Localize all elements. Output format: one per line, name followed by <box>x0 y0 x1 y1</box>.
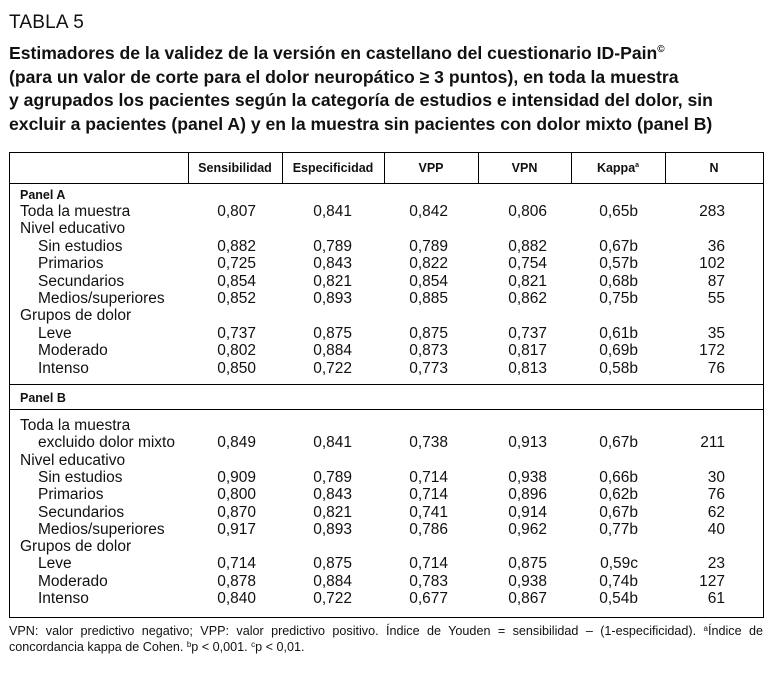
cell-n: 102 <box>699 255 725 273</box>
cell-esp: 0,843 <box>313 486 352 504</box>
table-row <box>10 521 763 538</box>
cell-esp: 0,789 <box>313 237 352 255</box>
cell-sens: 0,807 <box>217 203 256 220</box>
row-label: Intenso <box>38 590 89 607</box>
cell-sens: 0,800 <box>217 486 256 504</box>
table-row <box>10 325 763 342</box>
row-label: Nivel educativo <box>20 220 126 238</box>
cell-vpp: 0,875 <box>409 324 448 342</box>
row-label: Intenso <box>38 359 89 377</box>
table-row <box>10 555 763 572</box>
cell-vpp: 0,789 <box>409 237 448 255</box>
table-row <box>10 573 763 590</box>
cell-vpn: 0,938 <box>508 468 547 486</box>
cell-n: 211 <box>700 434 725 452</box>
cell-n: 62 <box>707 503 725 521</box>
row-label: Sin estudios <box>38 468 123 486</box>
cell-vpp: 0,677 <box>409 590 448 607</box>
cell-kappa: 0,66b <box>599 468 638 486</box>
table-caption <box>9 42 761 136</box>
cell-n: 76 <box>707 359 725 377</box>
cell-n: 30 <box>707 468 725 486</box>
row-label: excluido dolor mixto <box>38 434 175 452</box>
cell-n: 40 <box>707 520 725 538</box>
cell-sens: 0,870 <box>217 503 256 521</box>
cell-kappa: 0,65b <box>599 203 638 220</box>
cell-n: 172 <box>699 342 725 360</box>
cell-vpn: 0,754 <box>508 255 547 273</box>
cell-esp: 0,884 <box>313 342 352 360</box>
row-label: Moderado <box>38 572 108 590</box>
cell-n: 35 <box>707 324 725 342</box>
row-label: Sin estudios <box>38 237 123 255</box>
cell-n: 23 <box>707 555 725 573</box>
col-header-kappa: Kappa$^a$ <box>596 161 640 175</box>
table-number: TABLA 5 <box>9 12 84 33</box>
table-row <box>10 273 763 290</box>
cell-vpp: 0,738 <box>409 434 448 452</box>
cell-esp: 0,875 <box>313 324 352 342</box>
cell-vpp: 0,741 <box>409 503 448 521</box>
cell-esp: 0,893 <box>313 290 352 307</box>
cell-vpp: 0,714 <box>409 555 448 573</box>
row-label: Toda la muestra <box>20 417 131 434</box>
cell-esp: 0,722 <box>313 590 352 607</box>
cell-n: 76 <box>707 486 725 504</box>
table-header <box>10 153 763 184</box>
cell-sens: 0,802 <box>217 342 256 360</box>
cell-esp: 0,821 <box>313 503 352 521</box>
cell-vpp: 0,786 <box>409 520 448 538</box>
cell-esp: 0,843 <box>313 255 352 273</box>
row-label: Grupos de dolor <box>20 307 132 325</box>
row-label: Nivel educativo <box>20 451 126 469</box>
cell-esp: 0,875 <box>313 555 352 573</box>
table-row <box>10 538 763 555</box>
col-header-n: N <box>709 161 719 175</box>
cell-sens: 0,849 <box>217 434 256 452</box>
row-label: Secundarios <box>38 503 125 521</box>
col-header-sensibilidad: Sensibilidad <box>198 161 272 175</box>
panel-b-label: Panel B <box>20 391 66 405</box>
cell-kappa: 0,67b <box>599 503 638 521</box>
cell-n: 127 <box>699 572 725 590</box>
cell-kappa: 0,54b <box>599 590 638 607</box>
cell-esp: 0,841 <box>313 434 352 452</box>
cell-kappa: 0,59c <box>600 555 638 573</box>
cell-vpn: 0,862 <box>508 290 547 307</box>
cell-kappa: 0,75b <box>599 290 638 307</box>
cell-vpp: 0,773 <box>409 359 448 377</box>
cell-vpn: 0,737 <box>508 324 547 342</box>
cell-kappa: 0,68b <box>599 272 638 290</box>
cell-esp: 0,884 <box>313 572 352 590</box>
cell-n: 61 <box>707 590 725 607</box>
cell-sens: 0,714 <box>217 555 256 573</box>
cell-sens: 0,737 <box>217 324 256 342</box>
cell-vpp: 0,714 <box>409 486 448 504</box>
cell-vpn: 0,813 <box>508 359 547 377</box>
cell-kappa: 0,61b <box>599 324 638 342</box>
col-header-vpn: VPN <box>511 161 538 175</box>
cell-vpn: 0,882 <box>508 237 547 255</box>
table-footnote: VPN: valor predictivo negativo; VPP: valor predictivo positivo. Índice de Youden = sensibilidad – (1-especificidad). $^a$Índice de concordancia kappa de Cohen. $^b$p < 0,001. $^c$p < 0,01. <box>9 624 763 654</box>
cell-sens: 0,917 <box>217 520 256 538</box>
cell-kappa: 0,58b <box>599 359 638 377</box>
table-row <box>10 504 763 521</box>
table-row <box>10 342 763 359</box>
cell-vpp: 0,873 <box>409 342 448 360</box>
cell-kappa: 0,69b <box>599 342 638 360</box>
cell-vpn: 0,806 <box>508 203 547 220</box>
cell-vpn: 0,938 <box>508 572 547 590</box>
cell-esp: 0,893 <box>313 520 352 538</box>
row-label: Leve <box>38 324 72 342</box>
cell-n: 36 <box>707 237 725 255</box>
table-row <box>10 220 763 237</box>
panel-separator <box>10 384 763 385</box>
row-label: Toda la muestra <box>20 203 131 220</box>
cell-kappa: 0,67b <box>599 237 638 255</box>
cell-vpp: 0,885 <box>409 290 448 307</box>
table-row <box>10 486 763 503</box>
cell-vpp: 0,714 <box>409 468 448 486</box>
table-row <box>10 290 763 307</box>
panel-a-label: Panel A <box>20 188 66 202</box>
cell-vpp: 0,783 <box>409 572 448 590</box>
cell-vpn: 0,913 <box>508 434 547 452</box>
caption-line-3: y agrupados los pacientes según la categoría de estudios e intensidad del dolor, sin <box>9 90 713 110</box>
cell-esp: 0,821 <box>313 272 352 290</box>
copyright-mark: © <box>657 44 665 55</box>
cell-sens: 0,909 <box>217 468 256 486</box>
col-header-vpp: VPP <box>418 161 444 175</box>
row-label: Leve <box>38 555 72 573</box>
panel-b-header-rule <box>10 409 763 410</box>
cell-sens: 0,878 <box>217 572 256 590</box>
cell-sens: 0,882 <box>217 237 256 255</box>
col-header-especificidad: Especificidad <box>292 161 374 175</box>
caption-line-2: (para un valor de corte para el dolor neuropático ≥ 3 puntos), en toda la muestra <box>9 66 679 87</box>
cell-esp: 0,789 <box>313 468 352 486</box>
table-row <box>10 452 763 469</box>
cell-vpn: 0,914 <box>508 503 547 521</box>
cell-vpn: 0,875 <box>508 555 547 573</box>
cell-sens: 0,854 <box>217 272 256 290</box>
row-label: Secundarios <box>38 272 125 290</box>
cell-n: 283 <box>699 203 725 220</box>
cell-vpn: 0,962 <box>508 520 547 538</box>
cell-vpp: 0,822 <box>409 255 448 273</box>
table-row <box>10 434 763 451</box>
cell-vpn: 0,867 <box>508 590 547 607</box>
cell-kappa: 0,74b <box>599 572 638 590</box>
results-table <box>9 152 764 618</box>
row-label: Medios/superiores <box>38 290 165 307</box>
table-row <box>10 417 763 434</box>
cell-sens: 0,850 <box>217 359 256 377</box>
row-label: Grupos de dolor <box>20 538 132 556</box>
cell-kappa: 0,67b <box>599 434 638 452</box>
row-label: Moderado <box>38 342 108 360</box>
cell-vpp: 0,842 <box>409 203 448 220</box>
table-row <box>10 203 763 220</box>
row-label: Primarios <box>38 486 104 504</box>
caption-line-1: Estimadores de la validez de la versión en castellano del cuestionario ID-Pain© <box>9 43 665 63</box>
caption-line-4: excluir a pacientes (panel A) y en la muestra sin pacientes con dolor mixto (panel B) <box>9 113 713 134</box>
cell-esp: 0,722 <box>313 359 352 377</box>
table-row <box>10 238 763 255</box>
table-row <box>10 469 763 486</box>
table-row <box>10 590 763 607</box>
cell-esp: 0,841 <box>313 203 352 220</box>
cell-vpn: 0,817 <box>508 342 547 360</box>
row-label: Medios/superiores <box>38 520 165 538</box>
cell-vpn: 0,821 <box>508 272 547 290</box>
cell-sens: 0,852 <box>217 290 256 307</box>
cell-n: 55 <box>707 290 725 307</box>
cell-kappa: 0,77b <box>599 520 638 538</box>
cell-sens: 0,725 <box>217 255 256 273</box>
table-row <box>10 255 763 272</box>
cell-vpn: 0,896 <box>508 486 547 504</box>
cell-n: 87 <box>707 272 725 290</box>
cell-vpp: 0,854 <box>409 272 448 290</box>
row-label: Primarios <box>38 255 104 273</box>
table-row <box>10 307 763 324</box>
cell-kappa: 0,57b <box>599 255 638 273</box>
table-row <box>10 360 763 377</box>
cell-sens: 0,840 <box>217 590 256 607</box>
cell-kappa: 0,62b <box>599 486 638 504</box>
